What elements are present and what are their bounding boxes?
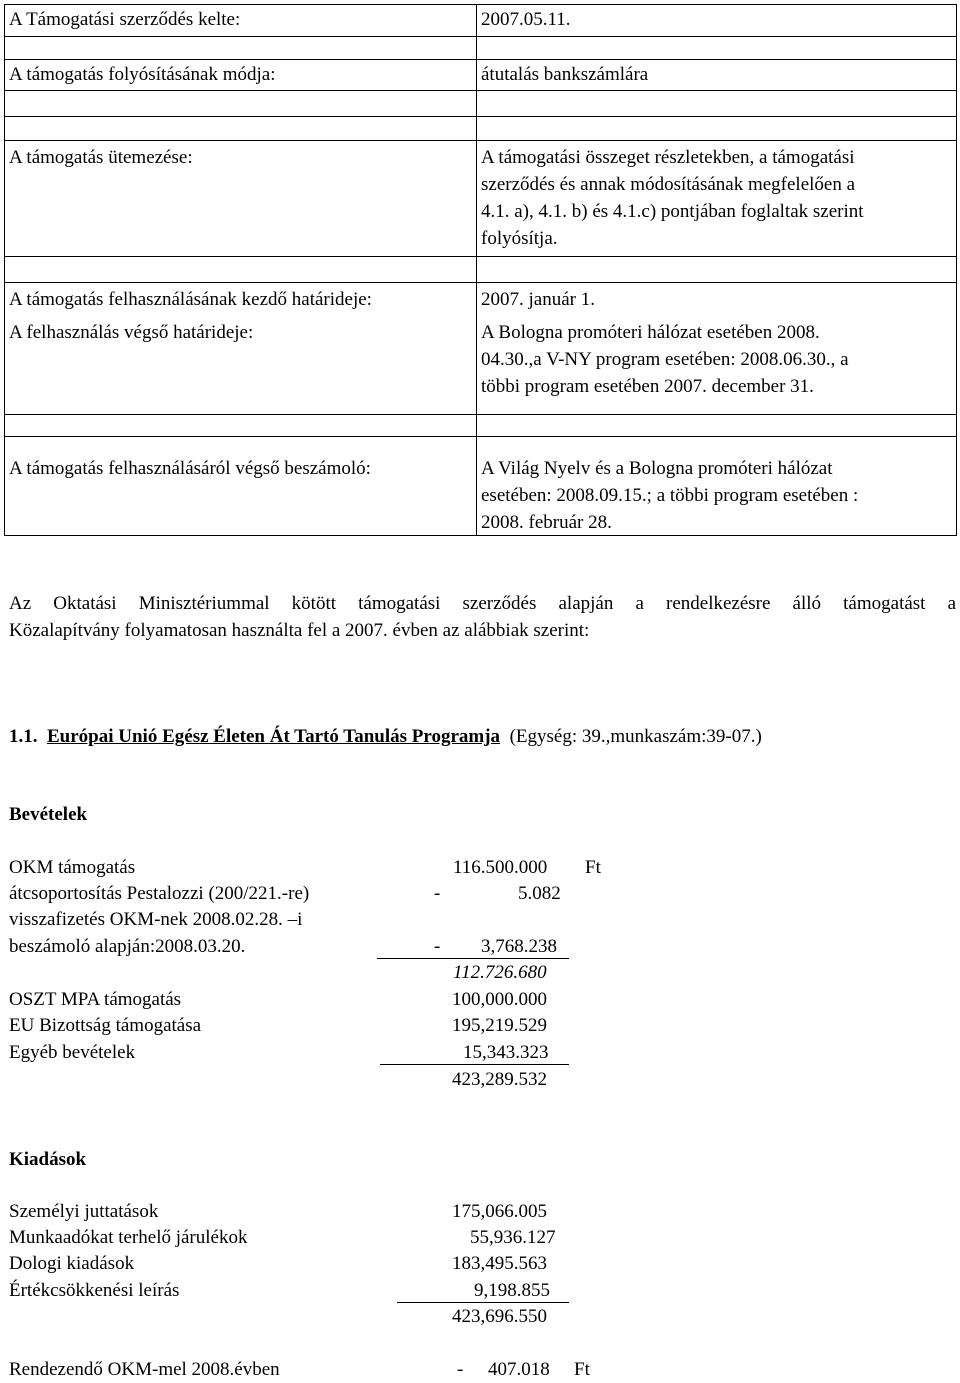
expense-label: Munkaadókat terhelő járulékok bbox=[9, 1227, 248, 1248]
table-column-divider bbox=[476, 4, 477, 536]
table-value: A Bologna promóteri hálózat esetében 2008. bbox=[481, 322, 820, 343]
underline bbox=[380, 1064, 569, 1065]
expenses-heading: Kiadások bbox=[9, 1149, 87, 1170]
underline bbox=[397, 1302, 569, 1303]
table-label: A támogatás folyósításának módja: bbox=[9, 64, 276, 85]
table-value: átutalás bankszámlára bbox=[481, 64, 649, 85]
table-value: esetében: 2008.09.15.; a többi program esetében : bbox=[481, 485, 859, 506]
section-suffix: (Egység: 39.,munkaszám:39-07.) bbox=[509, 726, 762, 747]
table-value: folyósítja. bbox=[481, 228, 558, 249]
income-eu-value: 195,219.529 bbox=[452, 1015, 547, 1036]
income-okm-value: 116.500.000 bbox=[453, 857, 548, 878]
section-heading bbox=[9, 724, 762, 750]
settlement-label: Rendezendő OKM-mel 2008.évben bbox=[9, 1359, 280, 1380]
underline bbox=[377, 958, 569, 959]
table-value: 4.1. a), 4.1. b) és 4.1.c) pontjában foglaltak szerint bbox=[481, 201, 864, 222]
income-atcsop-value: 5.082 bbox=[518, 883, 561, 904]
table-value: 2008. február 28. bbox=[481, 512, 612, 533]
table-border-left bbox=[4, 4, 5, 536]
table-divider bbox=[4, 256, 957, 257]
income-oszt-value: 100,000.000 bbox=[452, 989, 547, 1010]
table-label: A Támogatási szerződés kelte: bbox=[9, 9, 241, 30]
table-value: 04.30.,a V-NY program esetében: 2008.06.30., a bbox=[481, 349, 849, 370]
table-value: többi program esetében 2007. december 31. bbox=[481, 376, 814, 397]
table-divider bbox=[4, 414, 957, 415]
intro-line-2: Közalapítvány folyamatosan használta fel a 2007. évben az alábbiak szerint: bbox=[9, 620, 590, 641]
expense-value: 183,495.563 bbox=[452, 1253, 547, 1274]
income-total: 423,289.532 bbox=[452, 1069, 547, 1090]
expense-label: Személyi juttatások bbox=[9, 1201, 159, 1222]
table-divider bbox=[4, 116, 957, 117]
income-atcsop-label: átcsoportosítás Pestalozzi (200/221.-re) bbox=[9, 883, 310, 904]
table-border-top bbox=[4, 4, 957, 5]
income-egyeb-label: Egyéb bevételek bbox=[9, 1042, 136, 1063]
settlement-unit: Ft bbox=[574, 1359, 590, 1380]
settlement-value: 407.018 bbox=[488, 1359, 550, 1380]
table-divider bbox=[4, 140, 957, 141]
income-okm-unit: Ft bbox=[585, 857, 601, 878]
table-value: 2007.05.11. bbox=[481, 9, 571, 30]
income-okm-subtotal: 112.726.680 bbox=[453, 962, 547, 983]
table-value: 2007. január 1. bbox=[481, 289, 595, 310]
table-label: A támogatás felhasználásáról végső beszámoló: bbox=[9, 458, 371, 479]
income-okm-label: OKM támogatás bbox=[9, 857, 136, 878]
income-vissza-sign: - bbox=[434, 936, 441, 957]
table-divider bbox=[4, 282, 957, 283]
expenses-total: 423,696.550 bbox=[452, 1306, 547, 1327]
section-title: Európai Unió Egész Életen Át Tartó Tanulás Programja bbox=[47, 726, 501, 747]
expense-label: Értékcsökkenési leírás bbox=[9, 1280, 180, 1301]
income-vissza-value: 3,768.238 bbox=[481, 936, 557, 957]
income-oszt-label: OSZT MPA támogatás bbox=[9, 989, 182, 1010]
table-label: A támogatás felhasználásának kezdő határideje: bbox=[9, 289, 372, 310]
table-divider bbox=[4, 36, 957, 37]
income-egyeb-value: 15,343.323 bbox=[463, 1042, 549, 1063]
table-divider bbox=[4, 436, 957, 437]
income-eu-label: EU Bizottság támogatása bbox=[9, 1015, 202, 1036]
income-vissza-label: beszámoló alapján:2008.03.20. bbox=[9, 936, 246, 957]
table-label: A támogatás ütemezése: bbox=[9, 147, 193, 168]
table-value: szerződés és annak módosításának megfelelően a bbox=[481, 174, 856, 195]
settlement-sign: - bbox=[457, 1359, 464, 1380]
income-vissza-label: visszafizetés OKM-nek 2008.02.28. –i bbox=[9, 909, 303, 930]
intro-line-1: Az Oktatási Minisztériummal kötött támogatási szerződés alapján a rendelkezésre álló támogatást a bbox=[9, 593, 956, 614]
expense-value: 175,066.005 bbox=[452, 1201, 547, 1222]
income-atcsop-sign: - bbox=[434, 883, 441, 904]
income-heading: Bevételek bbox=[9, 804, 88, 825]
table-border-right bbox=[956, 4, 957, 536]
expense-value: 55,936.127 bbox=[470, 1227, 556, 1248]
table-divider bbox=[4, 59, 957, 60]
table-label: A felhasználás végső határideje: bbox=[9, 322, 254, 343]
section-number: 1.1. bbox=[9, 726, 38, 747]
expense-label: Dologi kiadások bbox=[9, 1253, 135, 1274]
table-value: A támogatási összeget részletekben, a támogatási bbox=[481, 147, 855, 168]
table-value: A Világ Nyelv és a Bologna promóteri hálózat bbox=[481, 458, 833, 479]
table-divider bbox=[4, 90, 957, 91]
expense-value: 9,198.855 bbox=[474, 1280, 550, 1301]
